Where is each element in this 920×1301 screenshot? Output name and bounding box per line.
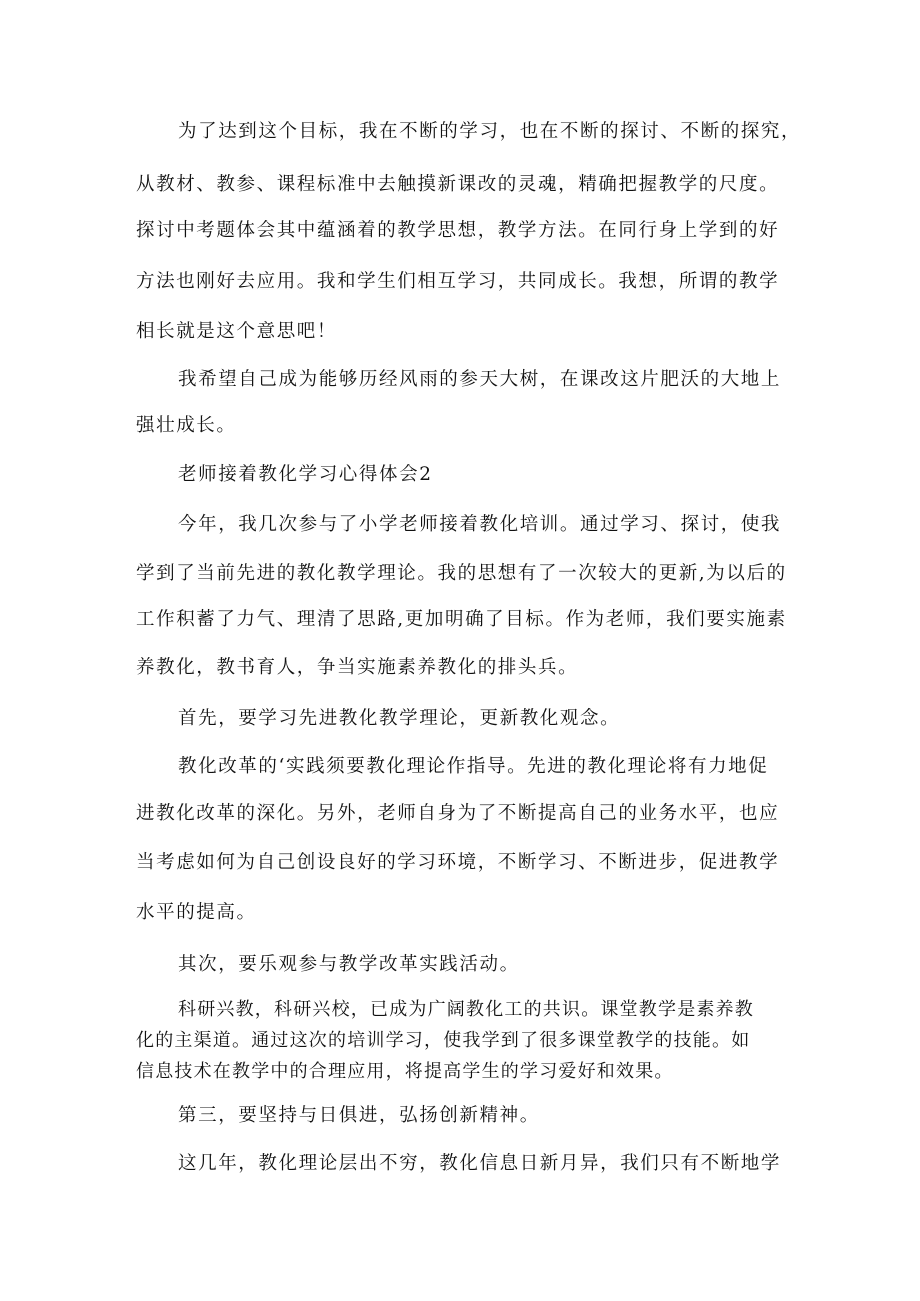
text-line: 工作积蓄了力气、理清了思路,更加明确了目标。作为老师，我们要实施素 [136, 609, 787, 630]
text-line: 方法也刚好去应用。我和学生们相互学习，共同成长。我想，所谓的教学 [136, 271, 780, 292]
text-line: 水平的提高。 [136, 902, 257, 923]
text-line: 相长就是这个意思吧！ [136, 321, 338, 342]
text-line: 科研兴教，科研兴校，已成为广阔教化工的共识。课堂教学是素养教 [178, 999, 754, 1020]
text-line: 这几年，教化理论层出不穷，教化信息日新月异，我们只有不断地学 [178, 1153, 782, 1174]
text-line: 养教化，教书育人，争当实施素养教化的排头兵。 [136, 657, 579, 678]
text-line: 探讨中考题体会其中蕴涵着的教学思想，教学方法。在同行身上学到的好 [136, 220, 780, 241]
text-line: 强壮成长。 [136, 415, 237, 436]
text-line: 首先，要学习先进教化教学理论，更新教化观念。 [178, 708, 621, 729]
text-line: 今年，我几次参与了小学老师接着教化培训。通过学习、探讨，使我 [178, 514, 782, 535]
text-line: 第三，要坚持与日俱进，弘扬创新精神。 [178, 1105, 540, 1126]
section-heading: 老师接着教化学习心得体会2 [178, 464, 433, 485]
text-line: 其次，要乐观参与教学改革实践活动。 [178, 954, 520, 975]
text-line: 从教材、教参、课程标准中去触摸新课改的灵魂，精确把握教学的尺度。 [136, 174, 780, 195]
text-line: 化的主渠道。通过这次的培训学习，使我学到了很多课堂教学的技能。如 [136, 1030, 751, 1051]
text-line: 为了达到这个目标，我在不断的学习，也在不断的探讨、不断的探究， [178, 121, 802, 142]
text-line: 信息技术在教学中的合理应用，将提高学生的学习爱好和效果。 [136, 1061, 674, 1082]
text-line: 学到了当前先进的教化教学理论。我的思想有了一次较大的更新,为以后的 [136, 563, 787, 584]
text-line: 教化改革的‘实践须要教化理论作指导。先进的教化理论将有力地促 [178, 756, 769, 777]
text-line: 我希望自己成为能够历经风雨的参天大树，在课改这片肥沃的大地上 [178, 369, 782, 390]
text-line: 当考虑如何为自己创设良好的学习环境，不断学习、不断进步，促进教学 [136, 852, 780, 873]
text-line: 进教化改革的深化。另外，老师自身为了不断提高自己的业务水平，也应 [136, 803, 780, 824]
